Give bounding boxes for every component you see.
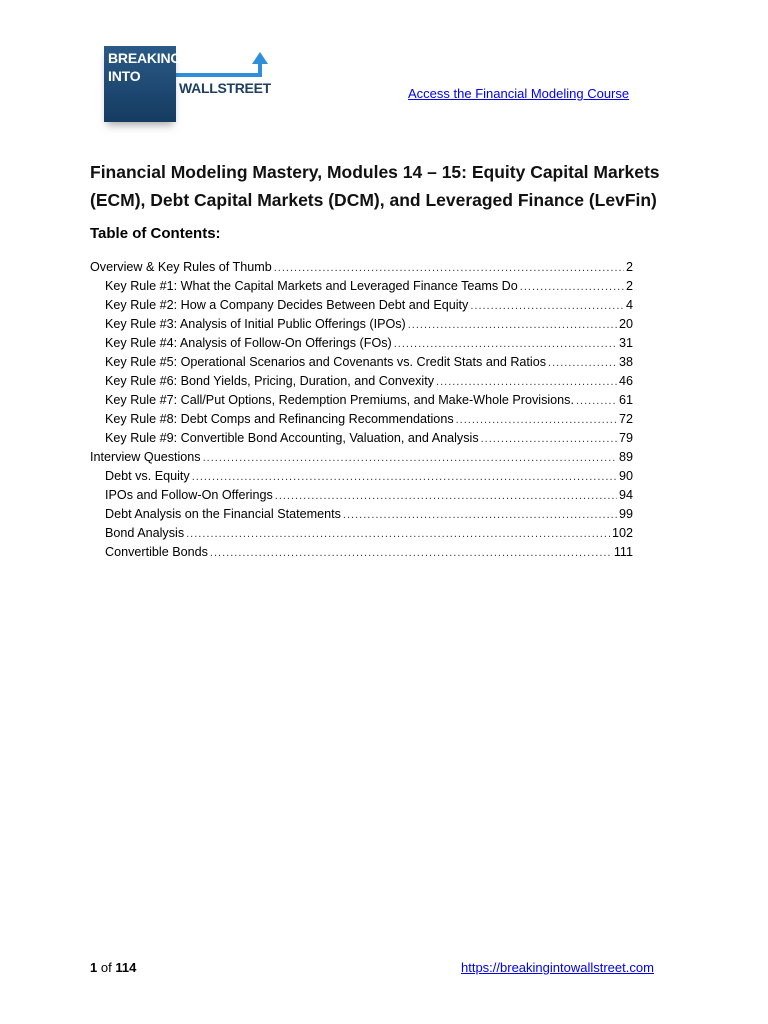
toc-entry[interactable] [90,296,633,315]
toc-entry-page: 79 [618,431,633,445]
toc-entry-label: Interview Questions [90,450,201,464]
toc-entry[interactable] [90,315,633,334]
toc-entry[interactable] [90,505,633,524]
logo [104,46,274,142]
toc-entry[interactable] [90,429,633,448]
toc-entry-page: 94 [618,488,633,502]
toc-entry[interactable] [90,353,633,372]
toc-leader-dots [520,278,624,297]
toc-entry-page: 72 [618,412,633,426]
toc-entry[interactable] [90,258,633,277]
toc-entry-page: 31 [618,336,633,350]
toc-entry-page: 89 [618,450,633,464]
toc-entry[interactable] [90,543,633,562]
toc-entry-label: Convertible Bonds [105,545,208,559]
course-link[interactable]: Access the Financial Modeling Course [408,86,630,101]
page-total: 114 [115,960,137,975]
toc-leader-dots [436,373,617,392]
site-link[interactable]: https://breakingintowallstreet.com [461,960,654,975]
toc-leader-dots [470,297,624,316]
toc-entry-label: Key Rule #9: Convertible Bond Accounting, Valuation, and Analysis [105,431,479,445]
toc-leader-dots [203,449,617,468]
toc-leader-dots [408,316,617,335]
toc-entry-label: Key Rule #6: Bond Yields, Pricing, Duration, and Convexity [105,374,435,388]
toc-entry-label: Bond Analysis [105,526,185,540]
page-number [90,960,136,975]
toc-entry-page: 38 [618,355,633,369]
toc-entry-page: 2 [625,260,633,274]
table-of-contents [90,258,633,562]
toc-leader-dots [210,544,612,563]
toc-entry[interactable] [90,467,633,486]
toc-entry-page: 90 [618,469,633,483]
toc-entry-label: Debt Analysis on the Financial Statements [105,507,341,521]
toc-entry-page: 61 [618,393,633,407]
toc-entry-label: Key Rule #8: Debt Comps and Refinancing Recommendations [105,412,454,426]
toc-entry-label: Key Rule #2: How a Company Decides Between Debt and Equity [105,298,469,312]
toc-entry[interactable] [90,410,633,429]
toc-entry[interactable] [90,277,633,296]
toc-entry-page: 20 [618,317,633,331]
toc-heading: Table of Contents: [90,225,221,242]
toc-leader-dots [394,335,617,354]
toc-entry-label: Key Rule #1: What the Capital Markets and Leveraged Finance Teams Do [105,279,518,293]
toc-leader-dots [343,506,617,525]
toc-leader-dots [548,354,617,373]
toc-entry-label: Debt vs. Equity [105,469,190,483]
toc-leader-dots [192,468,617,487]
toc-entry-page: 99 [618,507,633,521]
logo-text-breaking: BREAKING [108,50,182,66]
toc-entry-label: Key Rule #3: Analysis of Initial Public Offerings (IPOs) [105,317,406,331]
toc-entry[interactable] [90,524,633,543]
toc-entry-label: IPOs and Follow-On Offerings [105,488,273,502]
logo-text-wallstreet: WALLSTREET [179,80,271,96]
page-current: 1 [90,960,98,975]
logo-text-into: INTO [108,68,141,84]
document-title: Financial Modeling Mastery, Modules 14 – 15: Equity Capital Markets (ECM), Debt Capital Markets (DCM), and Leveraged Finance (LevFin) [90,162,660,210]
toc-entry-page: 46 [618,374,633,388]
toc-entry-page: 4 [625,298,633,312]
toc-leader-dots [274,259,624,278]
toc-entry[interactable] [90,448,633,467]
toc-entry-page: 2 [625,279,633,293]
toc-entry-label: Key Rule #7: Call/Put Options, Redemption Premiums, and Make-Whole Provisions. [105,393,574,407]
toc-leader-dots [456,411,617,430]
toc-entry-label: Key Rule #4: Analysis of Follow-On Offerings (FOs) [105,336,392,350]
toc-entry[interactable] [90,391,633,410]
toc-entry-label: Key Rule #5: Operational Scenarios and Covenants vs. Credit Stats and Ratios [105,355,547,369]
toc-entry[interactable] [90,334,633,353]
page-of: of [100,960,112,975]
toc-entry-page: 111 [613,545,633,559]
toc-entry[interactable] [90,486,633,505]
toc-entry-label: Overview & Key Rules of Thumb [90,260,272,274]
toc-leader-dots [576,392,617,411]
toc-leader-dots [186,525,610,544]
toc-leader-dots [275,487,617,506]
toc-entry-page: 102 [611,526,633,540]
toc-leader-dots [481,430,617,449]
toc-entry[interactable] [90,372,633,391]
